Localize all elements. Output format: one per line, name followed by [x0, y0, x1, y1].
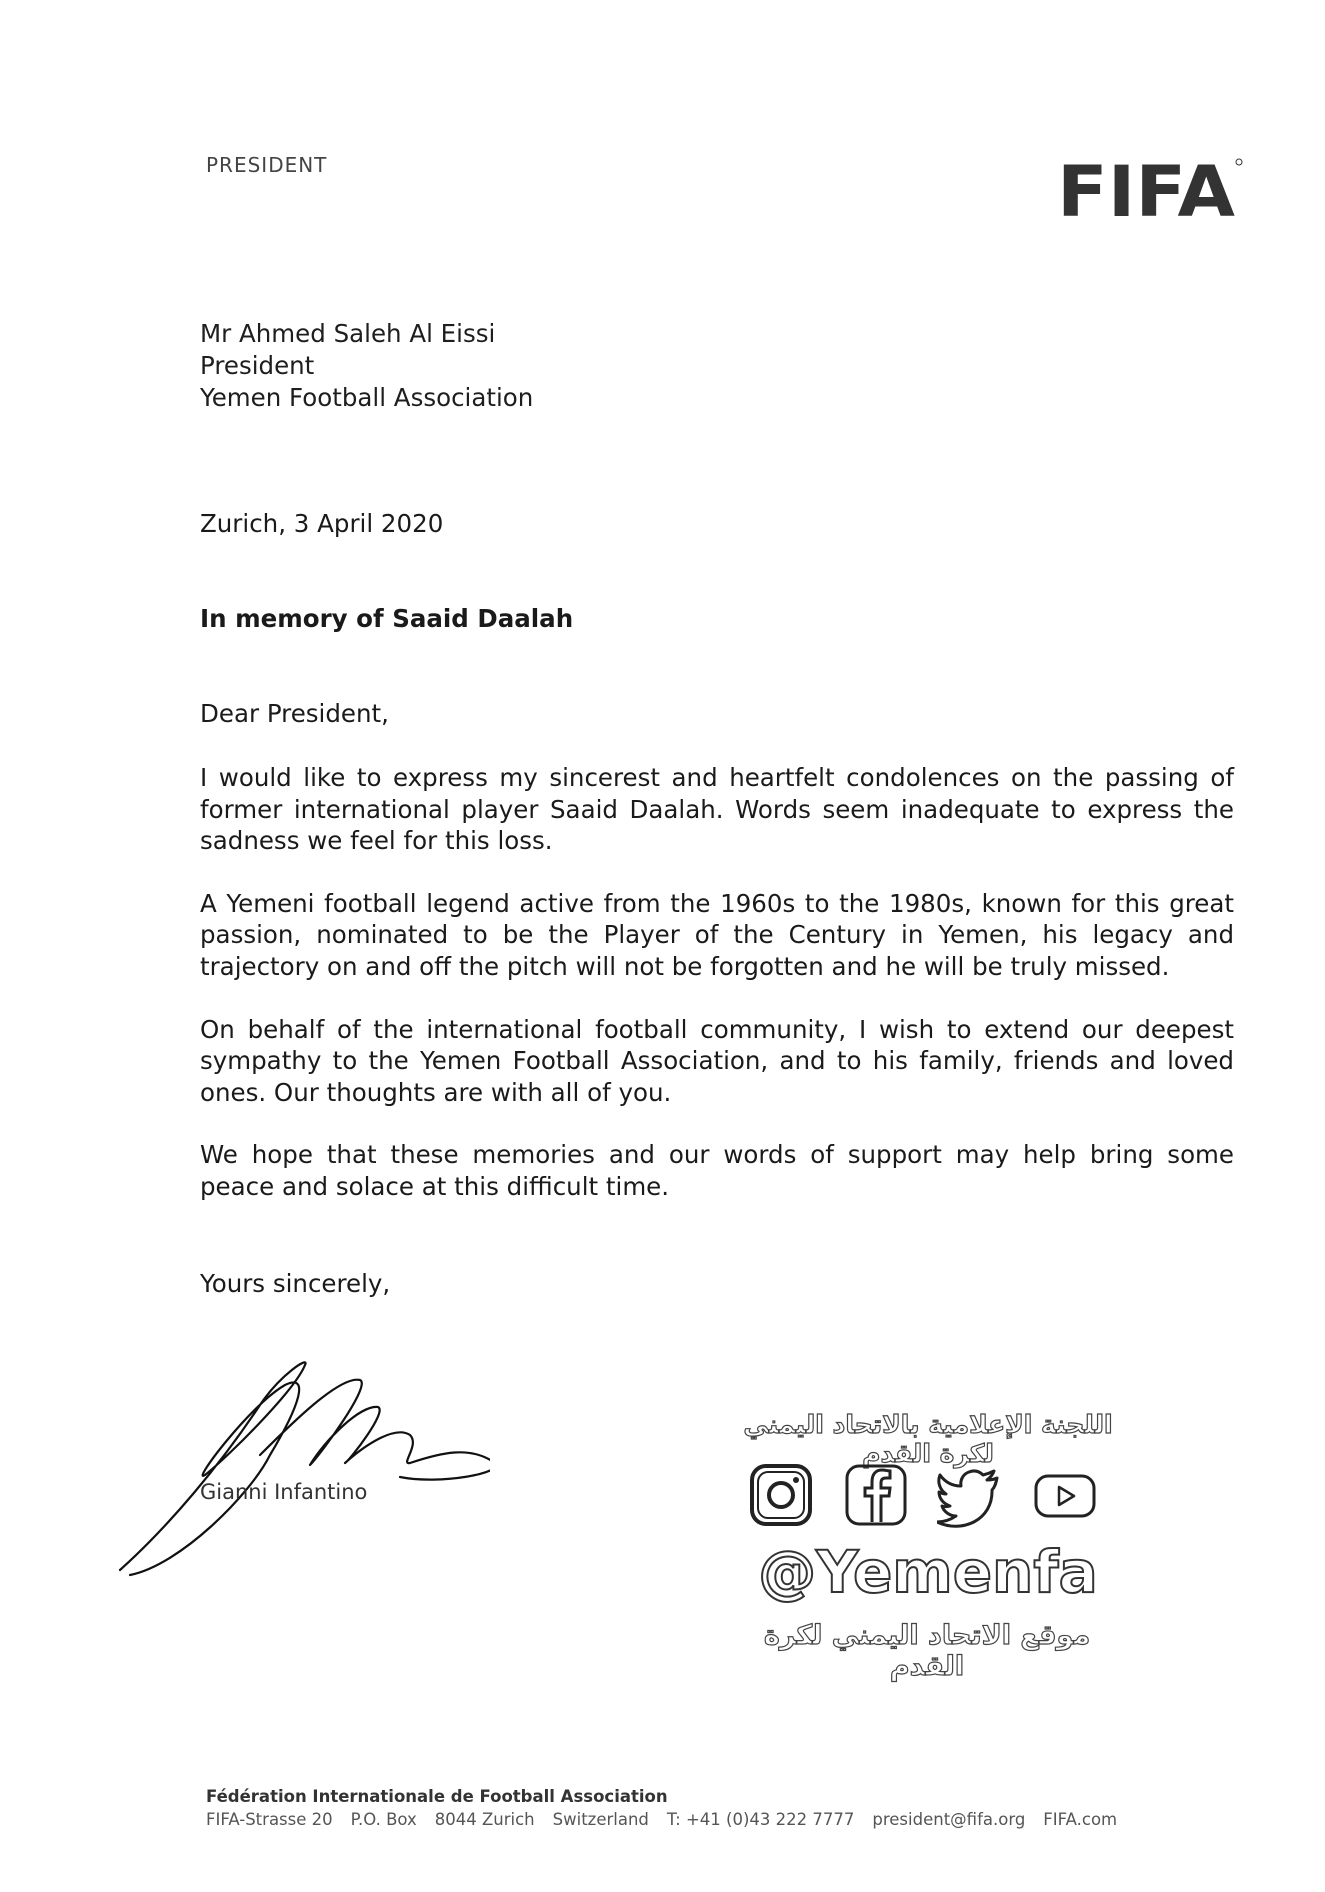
body-paragraph: On behalf of the international football community, I wish to extend our deepest sympathy to the Yemen Football Association, and to his family, friends and loved ones. Our thoughts are with all of you.	[200, 1014, 1234, 1107]
watermark-top-text: اللجنة الإعلامية بالاتحاد اليمني لكرة القدم	[743, 1410, 1113, 1468]
recipient-organization: Yemen Football Association	[200, 383, 534, 412]
fifa-logo	[1057, 154, 1243, 224]
header-label: PRESIDENT	[206, 153, 328, 177]
fifa-logo-text: FIFA	[1057, 154, 1235, 224]
closing: Yours sincerely,	[200, 1269, 391, 1298]
footer-email[interactable]: president@fifa.org	[872, 1810, 1026, 1829]
letter-subject: In memory of Saaid Daalah	[200, 604, 574, 633]
social-icons	[748, 1460, 1098, 1530]
salutation: Dear President,	[200, 699, 389, 728]
twitter-icon[interactable]	[937, 1462, 1003, 1528]
instagram-icon[interactable]	[748, 1462, 814, 1528]
signature	[110, 1345, 490, 1580]
body-paragraph: A Yemeni football legend active from the 1960s to the 1980s, known for this great passion, nominated to be the Player of the Century in Yemen, his legacy and trajectory on and off the pitch will not be forgotten and he will be truly missed.	[200, 888, 1234, 981]
watermark-handle: @Yemenfa	[758, 1538, 1098, 1606]
footer-phone: T: +41 (0)43 222 7777	[666, 1810, 855, 1829]
letter-date: Zurich, 3 April 2020	[200, 509, 444, 538]
facebook-icon[interactable]	[843, 1462, 909, 1528]
recipient-title: President	[200, 351, 315, 380]
body-paragraph: We hope that these memories and our words of support may help bring some peace and solace at this difficult time.	[200, 1140, 1234, 1201]
footer-city: 8044 Zurich	[434, 1810, 535, 1829]
recipient-block	[200, 318, 533, 414]
footer-address: FIFA-Strasse 20	[206, 1810, 333, 1829]
footer-contact	[206, 1810, 1117, 1829]
footer-organization: Fédération Internationale de Football Association	[206, 1787, 668, 1806]
recipient-name: Mr Ahmed Saleh Al Eissi	[200, 319, 496, 348]
signer-name: Gianni Infantino	[200, 1480, 368, 1504]
letter-body	[200, 762, 1234, 1234]
footer-po-box: P.O. Box	[350, 1810, 417, 1829]
body-paragraph: I would like to express my sincerest and heartfelt condolences on the passing of former international player Saaid Daalah. Words seem inadequate to express the sadness we feel for this loss.	[200, 763, 1234, 856]
watermark-bottom-text: موقع الاتحاد اليمني لكرة القدم	[763, 1620, 1091, 1682]
youtube-icon[interactable]	[1032, 1462, 1098, 1528]
footer-country: Switzerland	[552, 1810, 649, 1829]
footer-website[interactable]: FIFA.com	[1043, 1810, 1118, 1829]
